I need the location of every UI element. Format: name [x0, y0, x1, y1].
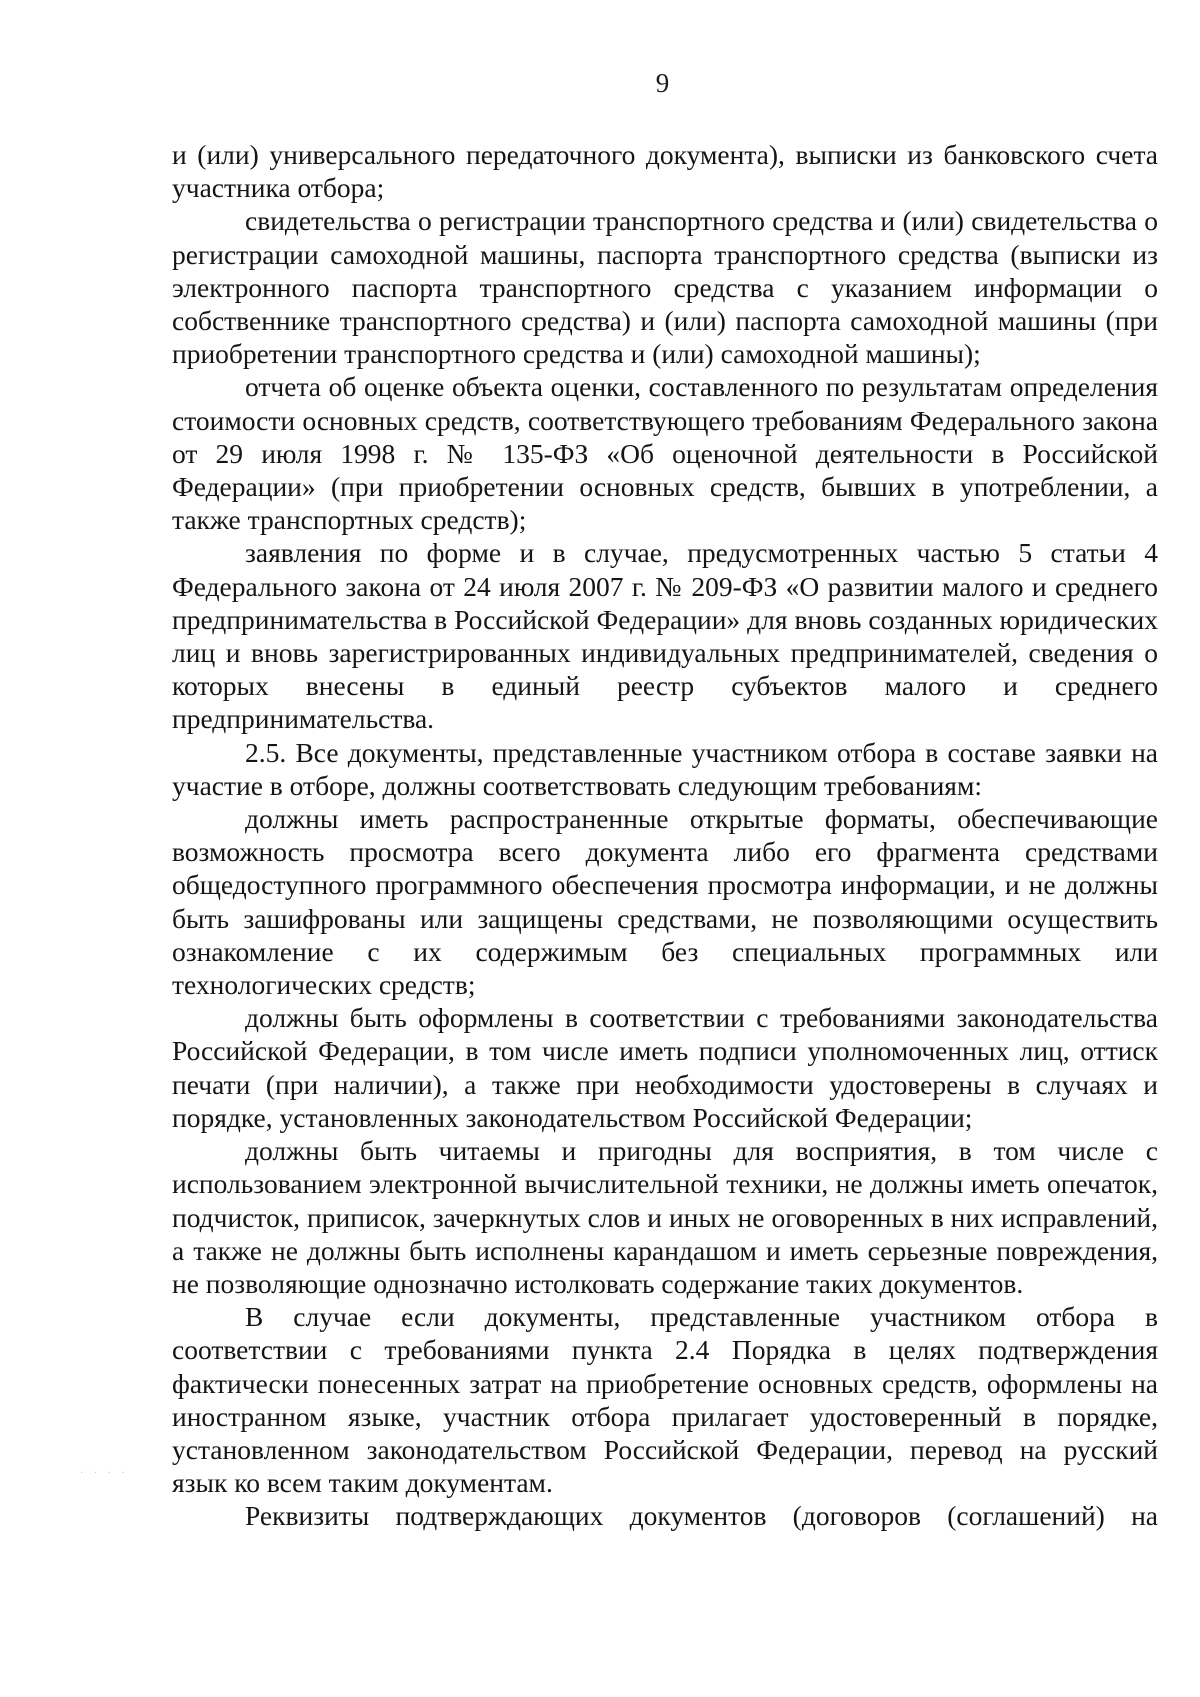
document-body: [172, 138, 1158, 1533]
paragraph-valuation-report: отчета об оценке объекта оценки, составленного по результатам определения стоимости основных средств, соответствующего требованиям Федерального закона от 29 июля 1998 г. № 135-ФЗ «Об оценочной деятельности в Российской Федерации» (при приобретении основных средств, бывших в употреблении, а также транспортных средств);: [172, 371, 1158, 536]
paragraph-requisites: Реквизиты подтверждающих документов (договоров (соглашений) на: [245, 1500, 1158, 1532]
paragraph-readability: должны быть читаемы и пригодны для восприятия, в том числе с использованием электронной вычислительной техники, не должны иметь опечаток, подчисток, приписок, зачеркнутых слов и иных не оговоренных в них исправлений, а также не должны быть исполнены карандашом и иметь серьезные повреждения, не позволяющие однозначно истолковать содержание таких документов.: [172, 1135, 1158, 1299]
paragraph-legal-form: должны быть оформлены в соответствии с требованиями законодательства Российской Федерации, в том числе иметь подписи уполномоченных лиц, оттиск печати (при наличии), а также при необходимости удостоверены в случаях и порядке, установленных законодательством Российской Федерации;: [172, 1002, 1158, 1133]
paragraph-vehicle-certificates: свидетельства о регистрации транспортного средства и (или) свидетельства о регистрации самоходной машины, паспорта транспортного средства (выписки из электронного паспорта транспортного средства с указанием информации о собственнике транспортного средства) и (или) паспорта самоходной машины (при приобретении транспортного средства и (или) самоходной машины);: [172, 205, 1158, 370]
scan-artifact: · · · ·: [80, 1468, 129, 1479]
paragraph-continuation: и (или) универсального передаточного документа), выписки из банковского счета участника отбора;: [172, 139, 1158, 204]
paragraph-open-formats: должны иметь распространенные открытые форматы, обеспечивающие возможность просмотра всего документа либо его фрагмента средствами общедоступного программного обеспечения просмотра информации, и не должны быть зашифрованы или защищены средствами, не позволяющими осуществить ознакомление с их содержимым без специальных программных или технологических средств;: [172, 803, 1158, 1001]
paragraph-foreign-language: В случае если документы, представленные участником отбора в соответствии с требованиями пункта 2.4 Порядка в целях подтверждения фактически понесенных затрат на приобретение основных средств, оформлены на иностранном языке, участник отбора прилагает удостоверенный в порядке, установленном законодательством Российской Федерации, перевод на русский язык ко всем таким документам.: [172, 1301, 1158, 1499]
paragraph-statement-form: заявления по форме и в случае, предусмотренных частью 5 статьи 4 Федерального закона от 24 июля 2007 г. № 209-ФЗ «О развитии малого и среднего предпринимательства в Российской Федерации» для вновь созданных юридических лиц и вновь зарегистрированных индивидуальных предпринимателей, сведения о которых внесены в единый реестр субъектов малого и среднего предпринимательства.: [172, 537, 1158, 735]
page-number: 9: [655, 68, 670, 98]
paragraph-section-2-5: 2.5. Все документы, представленные участником отбора в составе заявки на участие в отборе, должны соответствовать следующим требованиям:: [172, 736, 1158, 801]
